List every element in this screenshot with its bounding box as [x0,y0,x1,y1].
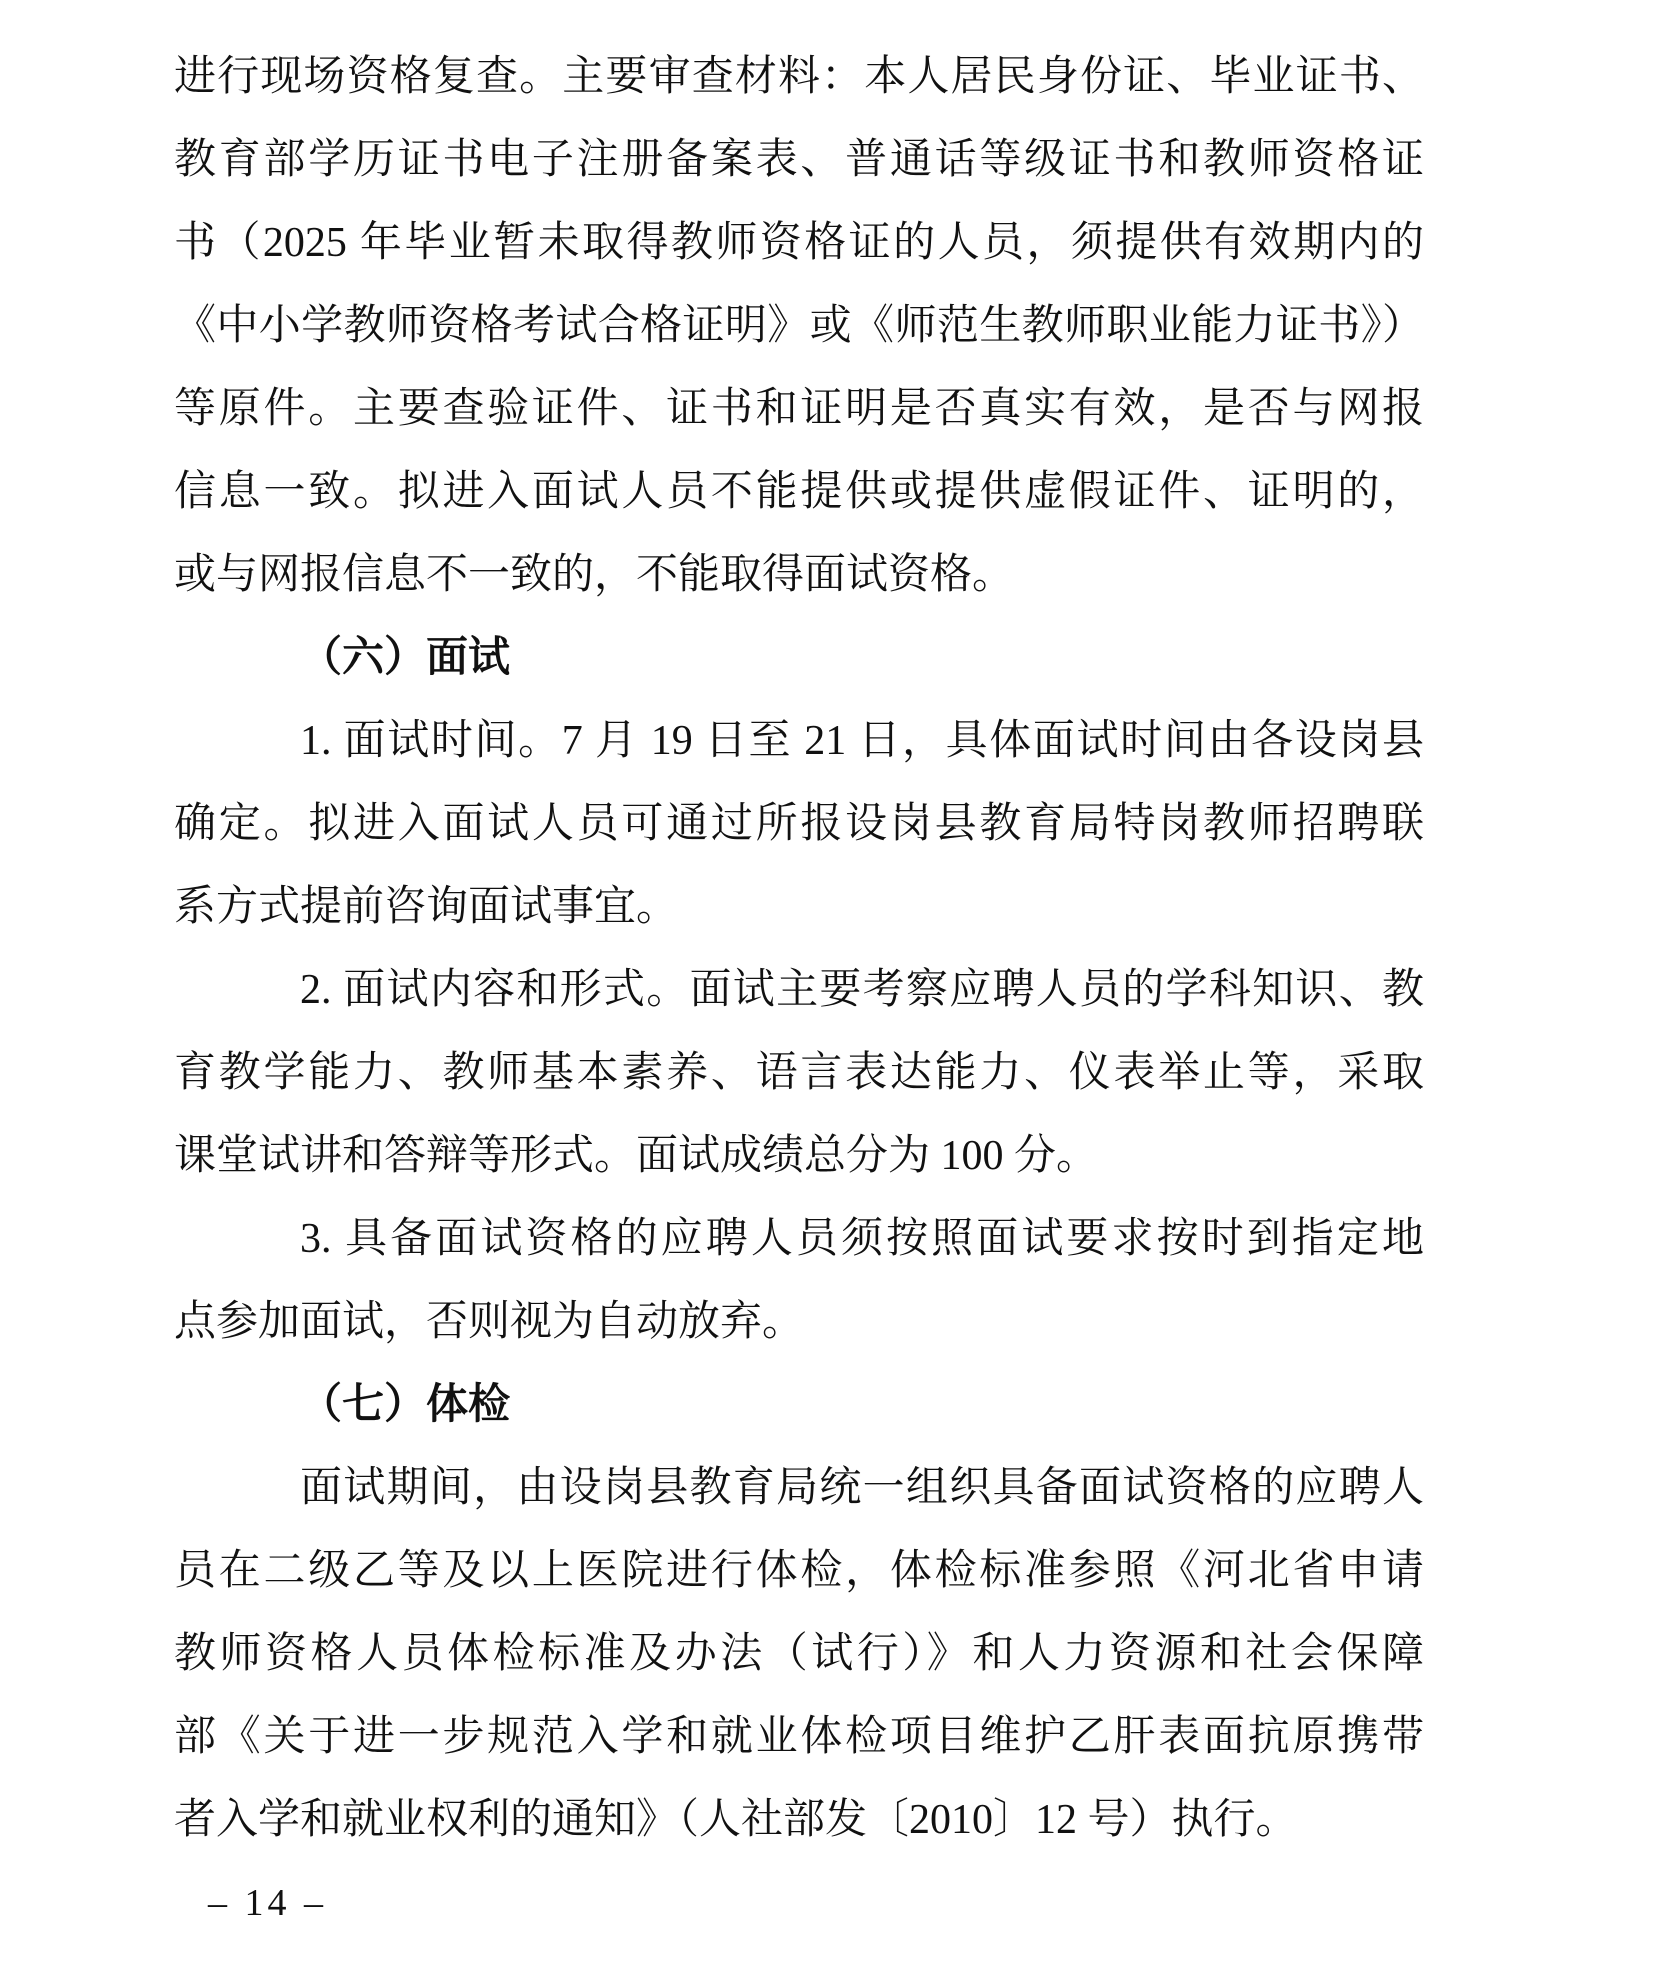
text-line: 《中小学教师资格考试合格证明》或《师范生教师职业能力证书》） [174,303,1424,349]
page-number: – 14 – [208,1882,327,1924]
text-line: 教师资格人员体检标准及办法（试行）》和人力资源和社会保障 [174,1631,1424,1677]
text-line: 点参加面试，否则视为自动放弃。 [174,1299,805,1345]
text-line: 员在二级乙等及以上医院进行体检，体检标准参照《河北省申请 [174,1548,1424,1594]
text-line: 课堂试讲和答辩等形式。面试成绩总分为 100 分。 [174,1133,1099,1179]
text-line: 2. 面试内容和形式。面试主要考察应聘人员的学科知识、教 [300,967,1424,1013]
text-line: 1. 面试时间。7 月 19 日至 21 日，具体面试时间由各设岗县 [300,718,1424,764]
text-line: 确定。拟进入面试人员可通过所报设岗县教育局特岗教师招聘联 [174,801,1424,847]
text-line: 信息一致。拟进入面试人员不能提供或提供虚假证件、证明的， [174,469,1424,515]
text-line: 者入学和就业权利的通知》（人社部发〔2010〕12 号）执行。 [174,1797,1298,1843]
text-line: 部《关于进一步规范入学和就业体检项目维护乙肝表面抗原携带 [174,1714,1424,1760]
text-line: 系方式提前咨询面试事宜。 [174,884,679,930]
text-line: 3. 具备面试资格的应聘人员须按照面试要求按时到指定地 [300,1216,1424,1262]
text-line: 教育部学历证书电子注册备案表、普通话等级证书和教师资格证 [174,137,1424,183]
text-line: 等原件。主要查验证件、证书和证明是否真实有效，是否与网报 [174,386,1424,432]
document-body [174,36,1424,1862]
text-line: 面试期间，由设岗县教育局统一组织具备面试资格的应聘人 [300,1465,1424,1511]
section-heading-physical: （七）体检 [300,1382,511,1428]
text-line: 书（2025 年毕业暂未取得教师资格证的人员，须提供有效期内的 [174,220,1424,266]
section-heading-interview: （六）面试 [300,635,511,681]
text-line: 育教学能力、教师基本素养、语言表达能力、仪表举止等，采取 [174,1050,1424,1096]
text-line: 进行现场资格复查。主要审查材料：本人居民身份证、毕业证书、 [174,54,1424,100]
text-line: 或与网报信息不一致的，不能取得面试资格。 [174,552,1015,598]
